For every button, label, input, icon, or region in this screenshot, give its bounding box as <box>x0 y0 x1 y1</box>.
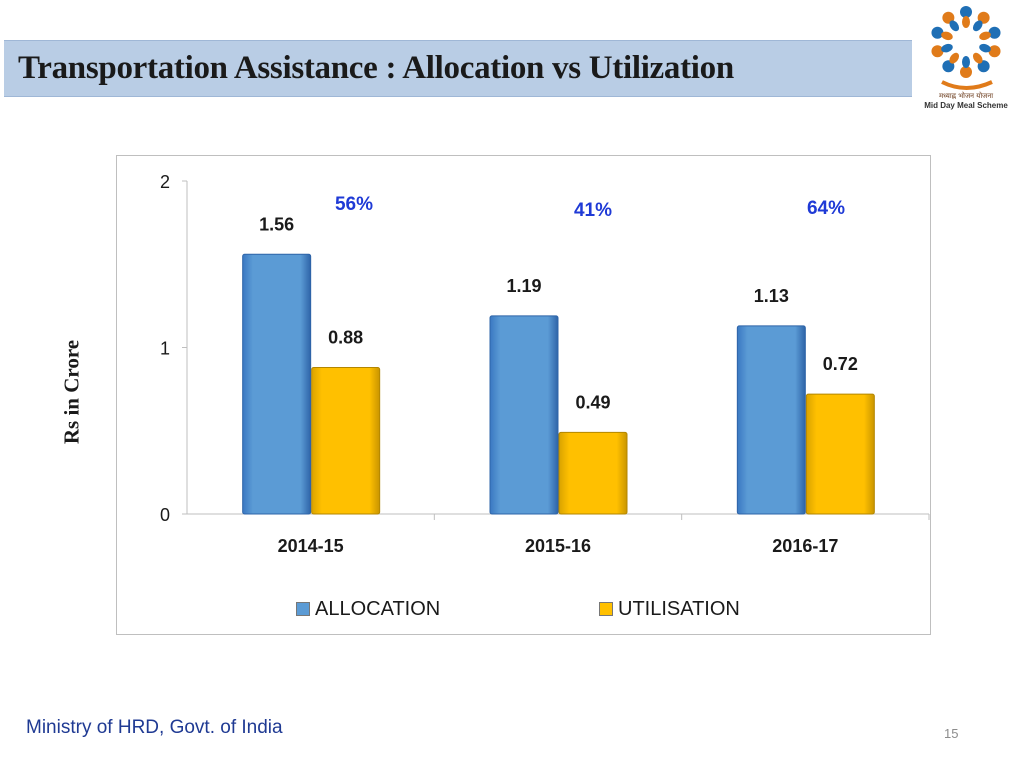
legend-utilisation-label: UTILISATION <box>618 597 740 620</box>
x-category-label: 2014-15 <box>277 536 344 556</box>
y-tick-label: 0 <box>159 505 170 525</box>
utilisation-percent-label: 56% <box>334 194 374 215</box>
utilisation-bar <box>312 367 380 514</box>
logo-caption-hindi: मध्याह्न भोजन योजना <box>938 92 994 100</box>
legend-allocation-label: ALLOCATION <box>315 597 441 620</box>
x-category-label: 2015-16 <box>524 536 592 556</box>
y-tick-label: 2 <box>159 172 170 192</box>
slide-title: Transportation Assistance : Allocation vs Utilization <box>18 50 734 86</box>
logo-caption-english: Mid Day Meal Scheme <box>924 101 1008 110</box>
allocation-bar <box>490 316 558 514</box>
utilisation-value-label: 0.72 <box>822 354 858 375</box>
footer-ministry: Ministry of HRD, Govt. of India <box>26 717 283 738</box>
utilisation-bar <box>559 432 627 514</box>
y-tick-label: 1 <box>159 338 170 359</box>
legend-utilisation <box>599 597 740 621</box>
y-axis-label: Rs in Crore <box>59 339 84 445</box>
utilisation-bar <box>806 394 874 514</box>
utilisation-value-label: 0.49 <box>575 392 611 413</box>
allocation-bar <box>737 326 805 514</box>
utilisation-percent-label: 64% <box>806 198 846 219</box>
allocation-value-label: 1.13 <box>753 285 789 306</box>
x-category-label: 2016-17 <box>772 536 839 556</box>
legend-allocation-swatch <box>296 602 310 616</box>
allocation-value-label: 1.19 <box>506 275 542 296</box>
page-number: 15 <box>944 726 959 741</box>
utilisation-percent-label: 41% <box>573 200 613 221</box>
legend-utilisation-swatch <box>599 602 613 616</box>
utilisation-value-label: 0.88 <box>328 327 364 348</box>
legend-allocation <box>296 597 440 621</box>
allocation-bar <box>243 254 311 514</box>
allocation-value-label: 1.56 <box>259 214 295 235</box>
